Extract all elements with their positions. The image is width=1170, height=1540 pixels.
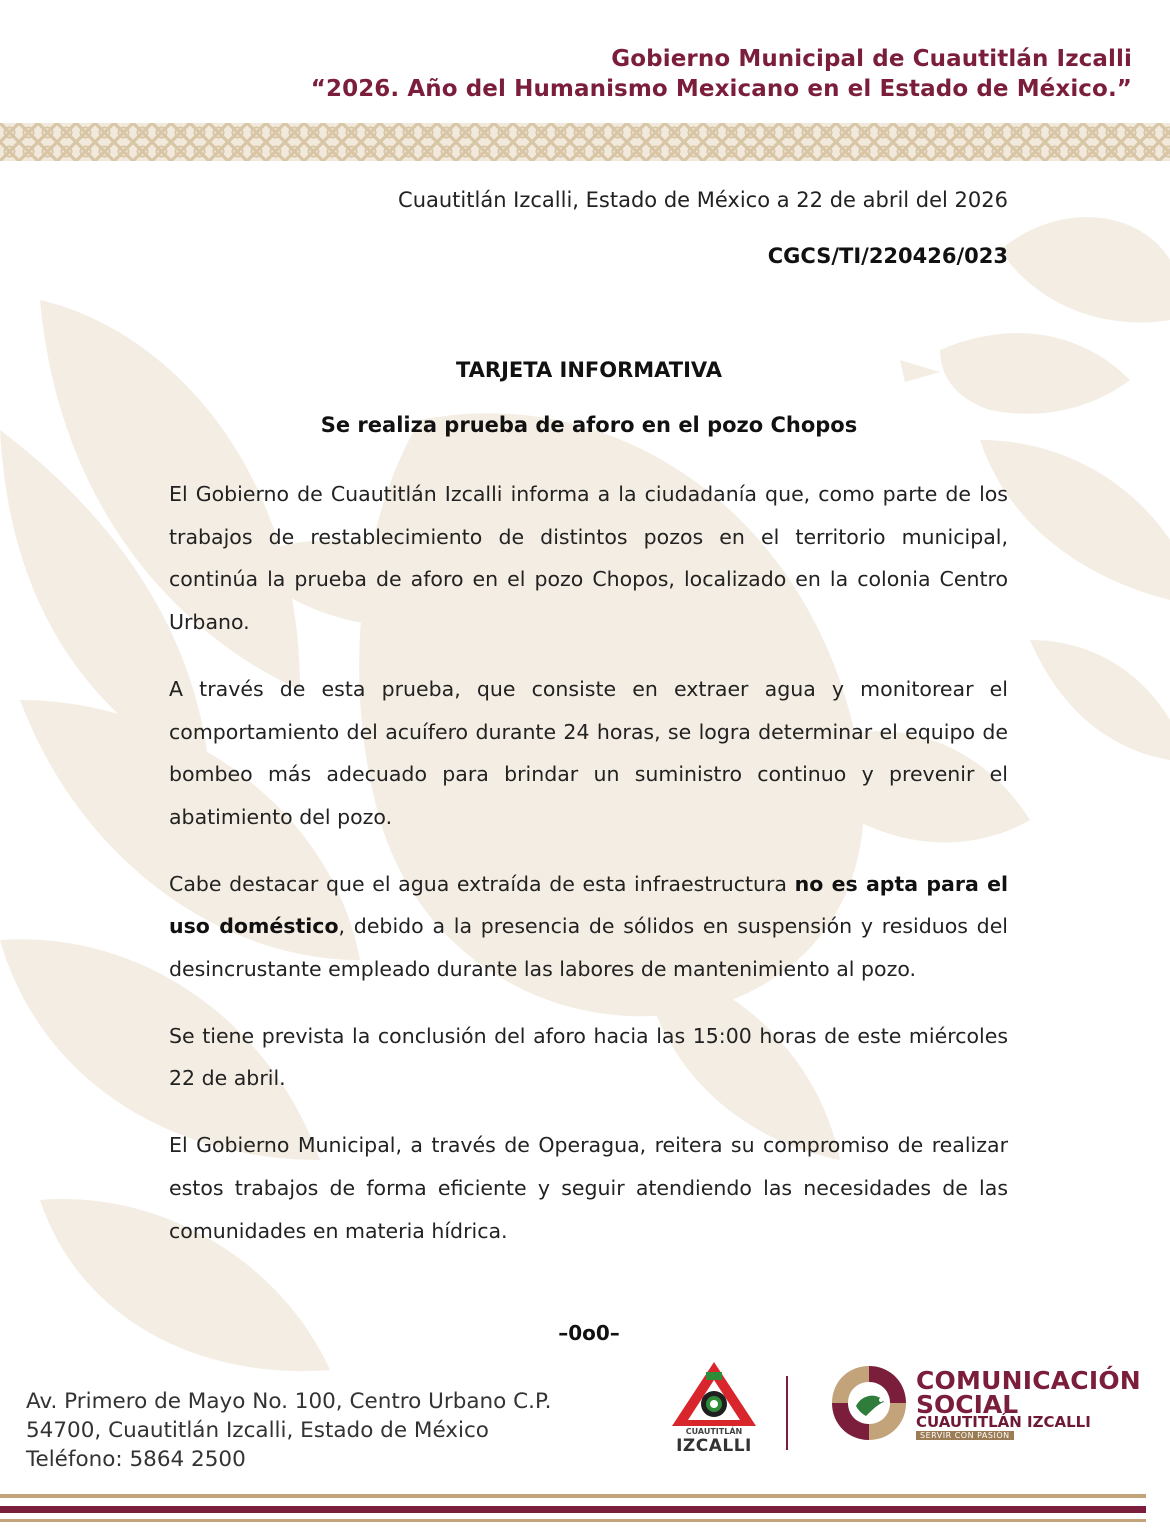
address-line-1: Av. Primero de Mayo No. 100, Centro Urbano C.P. (26, 1389, 552, 1414)
footer-rule-gold-bottom (0, 1519, 1146, 1522)
paragraph-2: A través de esta prueba, que consiste en extraer agua y monitorear el comportamiento del acuífero durante 24 horas, se logra determinar el equipo de bombeo más adecuado para brindar un suministro continuo y prevenir el abatimiento del pozo. (169, 676, 1008, 829)
comunicacion-social-logo (826, 1360, 1146, 1450)
paragraph-3-emphasis: no es apta para el uso doméstico (169, 871, 1008, 939)
letterhead (311, 44, 1132, 104)
paragraph-3-start: Cabe destacar que el agua extraída de esta infraestructura (169, 871, 795, 896)
paragraph-3-end: , debido a la presencia de sólidos en suspensión y residuos del desincrustante empleado durante las labores de mantenimiento al pozo. (169, 914, 1008, 982)
footer-rule-maroon (0, 1506, 1146, 1513)
footer-rule-gold-top (0, 1494, 1146, 1498)
cs-logo-tagline: SERVIR CON PASIÓN (916, 1431, 1014, 1440)
address-phone: Teléfono: 5864 2500 (26, 1447, 246, 1472)
cs-logo-line-3: CUAUTITLÁN IZCALLI (916, 1413, 1091, 1431)
logo-divider (786, 1376, 788, 1450)
comunicacion-social-emblem-icon (826, 1360, 912, 1446)
paragraph-5: El Gobierno Municipal, a través de Operagua, reitera su compromiso de realizar estos trabajos de forma eficiente y seguir atendiendo las necesidades de las comunidades en materia hídrica. (169, 1133, 1008, 1243)
paragraph-4: Se tiene prevista la conclusión del aforo hacia las 15:00 horas de este miércoles 22 de abril. (169, 1023, 1008, 1091)
izcalli-logo-small-text: CUAUTITLÁN (685, 1427, 743, 1436)
document-body (169, 473, 1008, 1276)
government-name: Gobierno Municipal de Cuautitlán Izcalli (611, 46, 1132, 72)
decorative-pattern-band (0, 123, 1170, 161)
paragraph-1: El Gobierno de Cuautitlán Izcalli informa a la ciudadanía que, como parte de los trabajos de restablecimiento de distintos pozos en el territorio municipal, continúa la prueba de aforo en el pozo Chopos, localizado en la colonia Centro Urbano. (169, 482, 1008, 635)
cs-logo-line-2: SOCIAL (916, 1390, 1019, 1419)
footer-rule-lines (0, 1494, 1170, 1540)
reference-number: CGCS/TI/220426/023 (767, 244, 1008, 268)
document-subtitle: Se realiza prueba de aforo en el pozo Chopos (320, 413, 858, 437)
izcalli-logo (668, 1358, 760, 1462)
year-motto: “2026. Año del Humanismo Mexicano en el Estado de México.” (310, 76, 1132, 102)
document-title: TARJETA INFORMATIVA (455, 358, 723, 382)
izcalli-logo-text: IZCALLI (676, 1436, 752, 1456)
footer-address (26, 1387, 551, 1474)
cs-logo-line-1: COMUNICACIÓN (916, 1366, 1141, 1395)
izcalli-triangle-icon (668, 1358, 760, 1428)
date-line: Cuautitlán Izcalli, Estado de México a 22 de abril del 2026 (398, 188, 1008, 212)
closing-mark: –0o0– (558, 1321, 620, 1345)
address-line-2: 54700, Cuautitlán Izcalli, Estado de México (26, 1418, 489, 1443)
paragraph-3 (169, 863, 1008, 991)
